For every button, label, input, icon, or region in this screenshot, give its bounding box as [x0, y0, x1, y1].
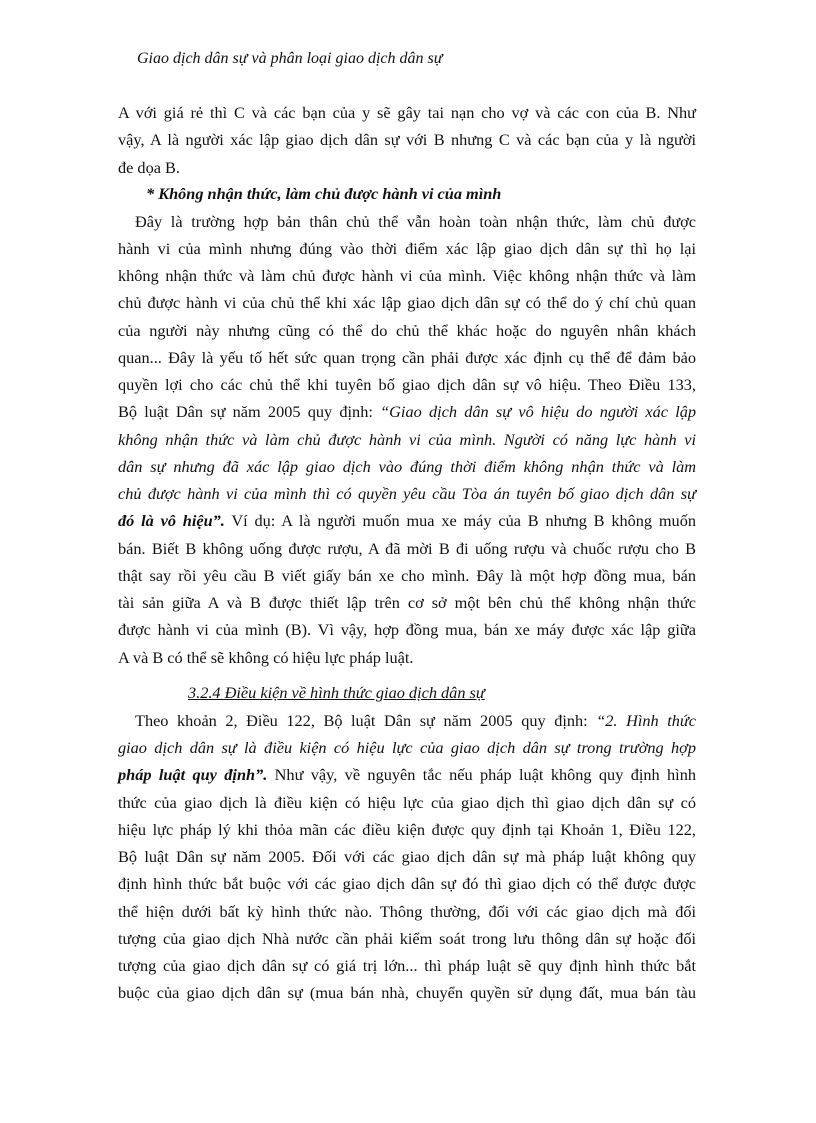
- quote-run: “2. Hình thức: [596, 711, 696, 730]
- text-line: A và B có thể sẽ không có hiệu lực pháp luật.: [118, 648, 414, 667]
- text-line: được hành vi của mình (B). Vì vậy, hợp đồng mua, bán xe máy được xác lập giữa: [118, 620, 696, 639]
- text-line: hiệu lực pháp lý khi thỏa mãn các điều kiện được quy định tại Khoản 1, Điều 122,: [118, 820, 696, 839]
- text-run: Bộ luật Dân sự năm 2005 quy định:: [118, 402, 381, 421]
- text-line: vậy, A là người xác lập giao dịch dân sự với B nhưng C và các bạn của y là người: [118, 130, 696, 149]
- quote-run: đó là vô hiệu”.: [118, 511, 225, 530]
- text-line: [135, 711, 696, 733]
- text-line: [118, 511, 696, 533]
- section-heading: 3.2.4 Điều kiện về hình thức giao dịch dân sự: [188, 683, 485, 702]
- text-line: định hình thức bắt buộc với các giao dịch dân sự đó thì giao dịch có thể được được: [118, 874, 696, 893]
- text-line: quan... Đây là yếu tố hết sức quan trọng cần phải được xác định cụ thể để đảm bảo: [118, 348, 696, 367]
- text-line: dân sự nhưng đã xác lập giao dịch vào đúng thời điểm không nhận thức và làm: [118, 457, 696, 476]
- text-line: buộc của giao dịch dân sự (mua bán nhà, chuyển quyền sử dụng đất, mua bán tàu: [118, 983, 696, 1002]
- running-header: Giao dịch dân sự và phân loại giao dịch dân sự: [137, 50, 443, 67]
- text-line: tượng của giao dịch dân sự có giá trị lớn... thì pháp luật sẽ quy định hình thức bắt: [118, 956, 696, 975]
- text-line: không nhận thức và làm chủ được hành vi của mình. Người có năng lực hành vi: [118, 430, 696, 449]
- text-line: đe dọa B.: [118, 158, 180, 177]
- section-heading: * Không nhận thức, làm chủ được hành vi của mình: [146, 184, 502, 203]
- quote-run: “Giao dịch dân sự vô hiệu do người xác lập: [380, 402, 697, 421]
- text-run: Theo khoản 2, Điều 122, Bộ luật Dân sự năm 2005 quy định:: [135, 711, 597, 730]
- text-line: chủ được hành vi của chủ thể khi xác lập giao dịch dân sự có thể do ý chí chủ quan: [118, 293, 696, 312]
- quote-run: pháp luật quy định”.: [118, 765, 268, 784]
- text-line: thật say rồi yêu cầu B viết giấy bán xe cho mình. Đây là một hợp đồng mua, bán: [118, 566, 696, 585]
- text-line: tài sản giữa A và B được thiết lập trên cơ sở một bên chủ thể không nhận thức: [118, 593, 696, 612]
- text-line: tượng của giao dịch Nhà nước cần phải kiểm soát trong lưu thông dân sự hoặc đối: [118, 929, 696, 948]
- text-line: hành vi của mình nhưng đúng vào thời điểm xác lập giao dịch dân sự thì họ lại: [118, 239, 696, 258]
- text-line: quyền lợi cho các chủ thể khi tuyên bố giao dịch dân sự vô hiệu. Theo Điều 133,: [118, 375, 696, 394]
- text-line: của người này nhưng cũng có thể do chủ thể khác hoặc do nguyên nhân khách: [118, 321, 696, 340]
- text-line: [118, 765, 696, 787]
- text-run: Ví dụ: A là người muốn mua xe máy của B nhưng B không muốn: [224, 511, 696, 530]
- text-line: không nhận thức và làm chủ được hành vi của mình. Việc không nhận thức và làm: [118, 266, 696, 285]
- text-line: A với giá rẻ thì C và các bạn của y sẽ gây tai nạn cho vợ và các con của B. Như: [118, 103, 696, 122]
- text-line: bán. Biết B không uống được rượu, A đã mời B đi uống rượu và chuốc rượu cho B: [118, 539, 696, 558]
- text-line: Đây là trường hợp bản thân chủ thể vẫn hoàn toàn nhận thức, làm chủ được: [135, 212, 696, 231]
- text-line: [118, 402, 696, 424]
- text-line: Bộ luật Dân sự năm 2005. Đối với các giao dịch dân sự mà pháp luật không quy: [118, 847, 696, 866]
- text-line: chủ được hành vi của mình thì có quyền yêu cầu Tòa án tuyên bố giao dịch dân sự: [118, 484, 696, 503]
- text-run: Như vậy, về nguyên tắc nếu pháp luật không quy định hình: [267, 765, 696, 784]
- text-line: thể hiện dưới bất kỳ hình thức nào. Thông thường, đối với các giao dịch mà đối: [118, 902, 696, 921]
- text-line: giao dịch dân sự là điều kiện có hiệu lực của giao dịch dân sự trong trường hợp: [118, 738, 696, 757]
- text-line: thức của giao dịch là điều kiện có hiệu lực của giao dịch thì giao dịch dân sự có: [118, 793, 696, 812]
